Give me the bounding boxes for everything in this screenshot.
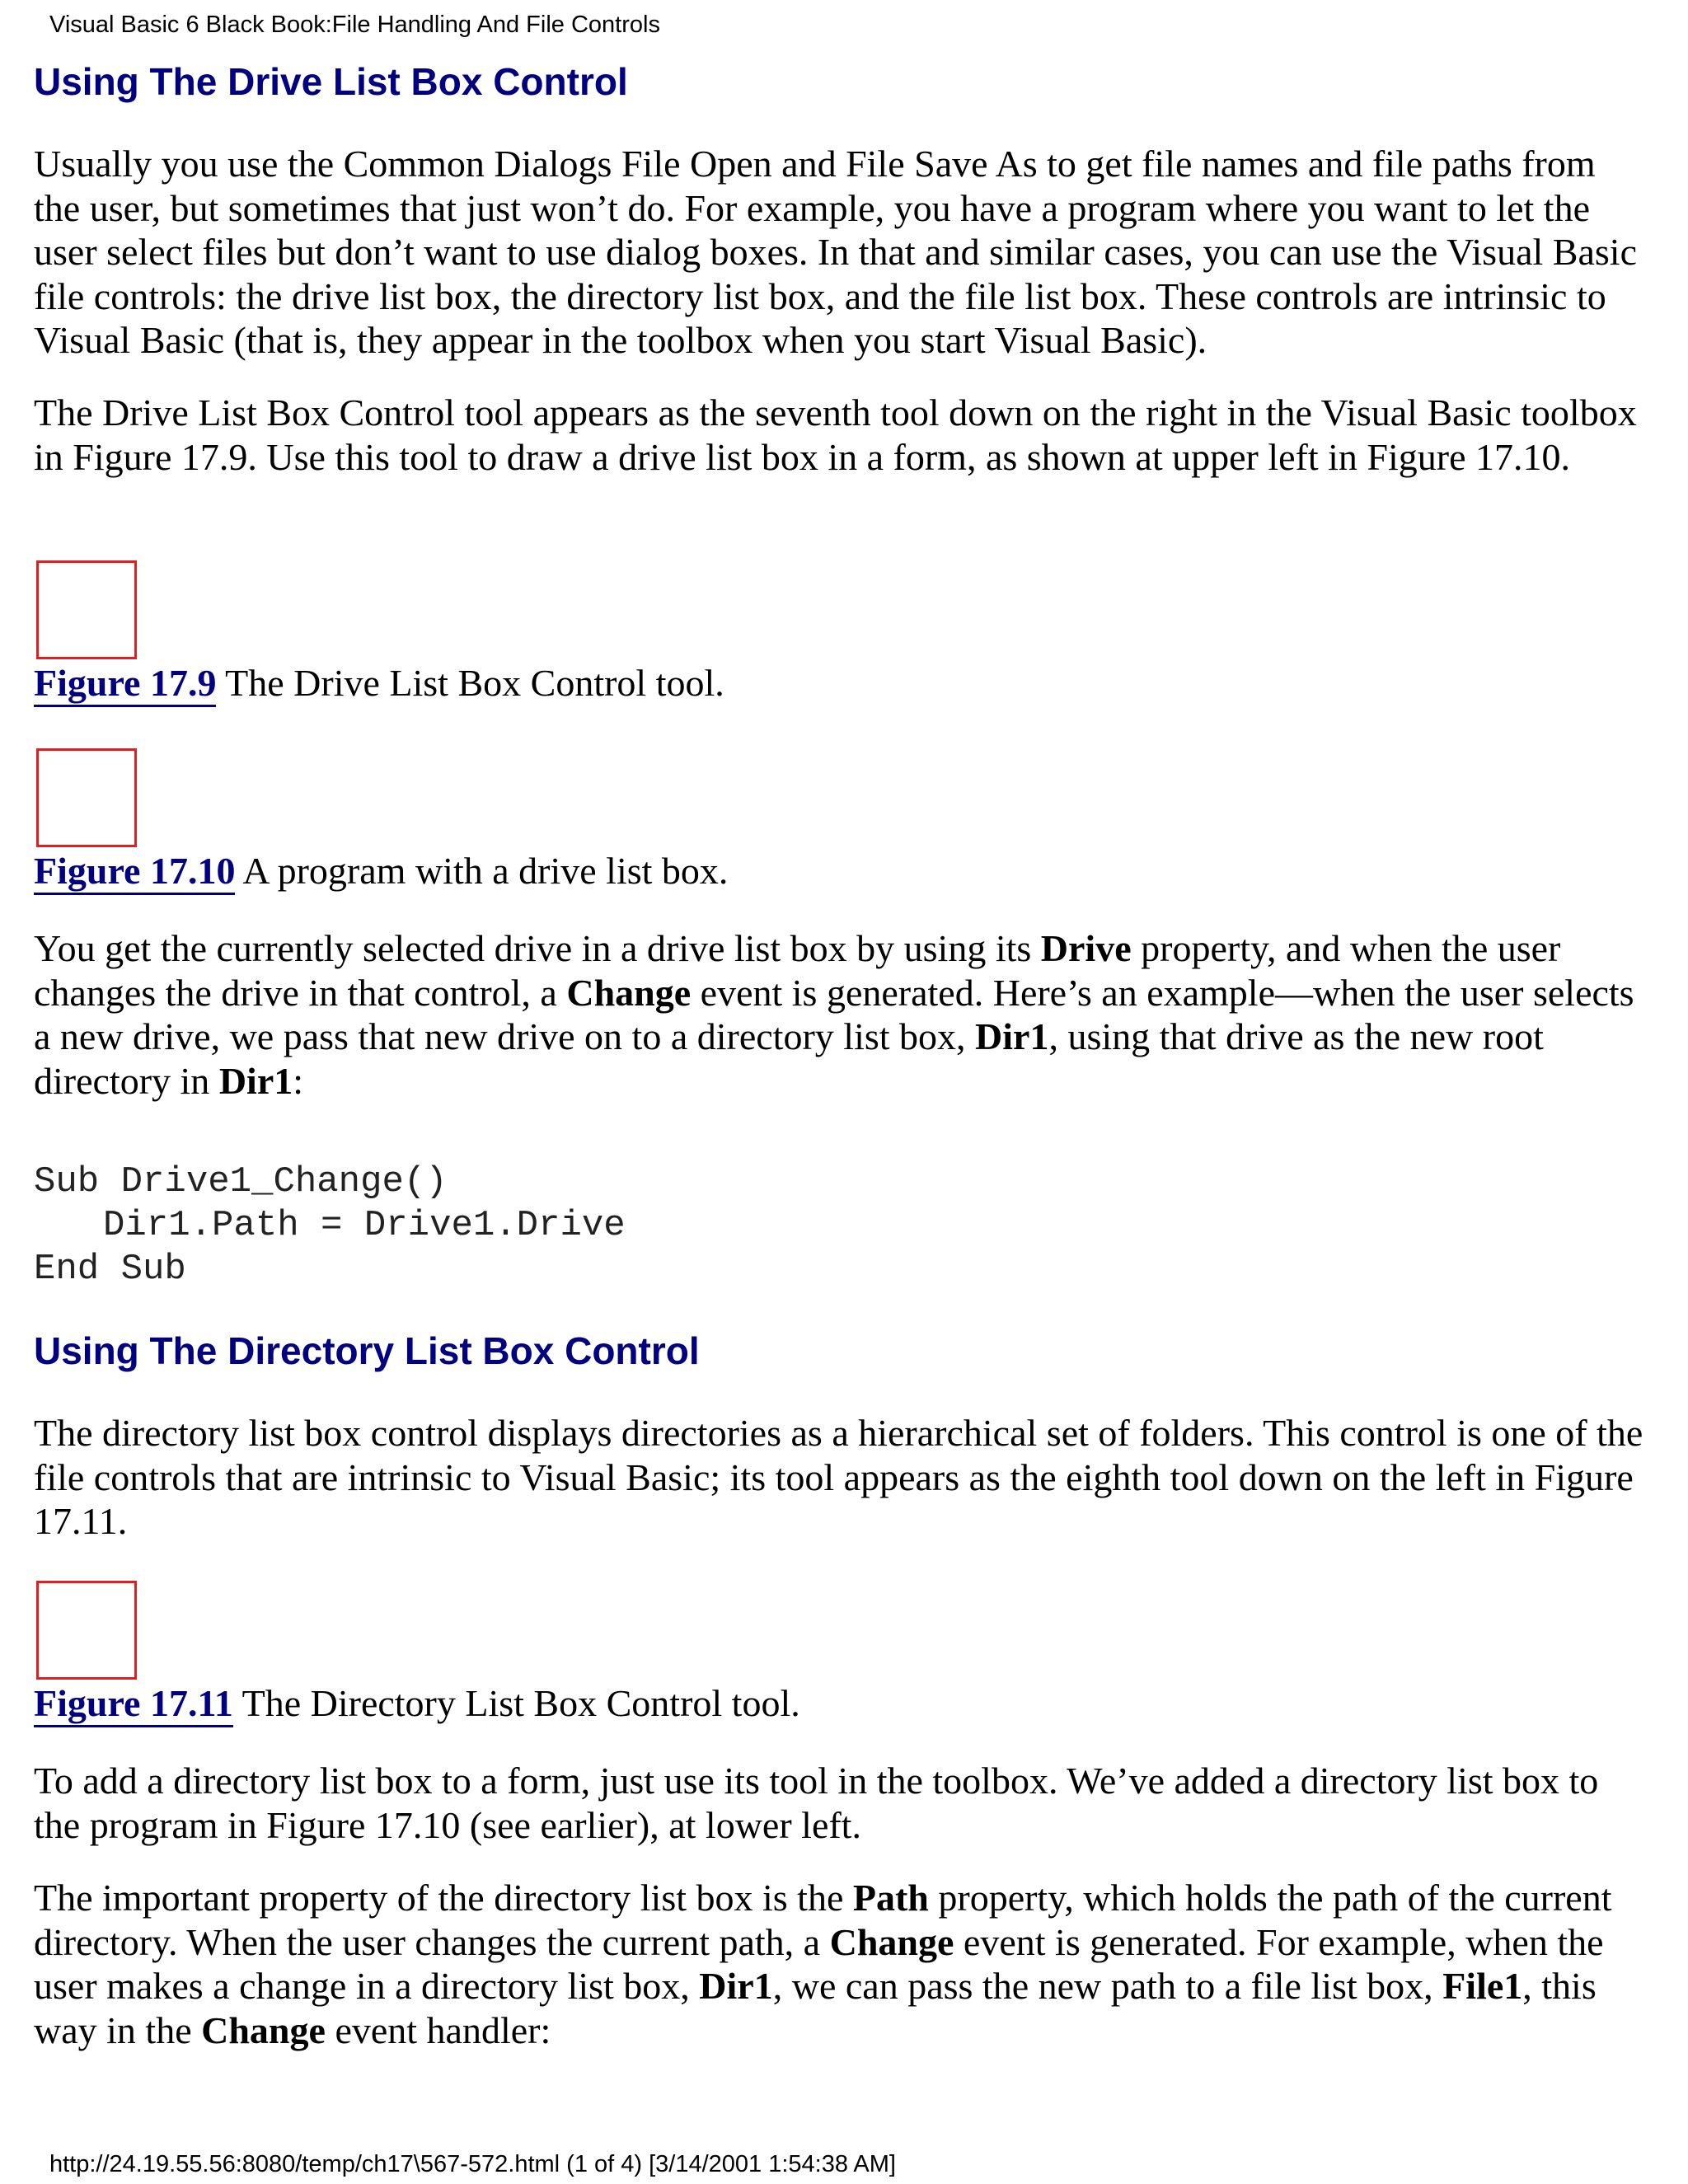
paragraph-drive-intro: Usually you use the Common Dialogs File Open and File Save As to get file names and file paths from the user, but sometimes that just won’t do. For example, you have a program where you want to let the user select files but don’t want to use dialog boxes. In that and similar cases, you can use the Visual Basic file controls: the drive list box, the directory list box, and the file list box. These controls are intrinsic to Visual Basic (that is, they appear in the toolbox when you start Visual Basic). (34, 143, 1637, 361)
code-line: Dir1.Path = Drive1.Drive (103, 1205, 626, 1246)
figure-17-9-caption (34, 661, 724, 705)
heading-drive-list-box: Using The Drive List Box Control (34, 60, 628, 103)
heading-directory-list-box: Using The Directory List Box Control (34, 1329, 700, 1372)
figure-17-11-image-placeholder (36, 1581, 137, 1680)
figure-17-9-image-placeholder (36, 560, 137, 659)
figure-17-10-image-placeholder (36, 748, 137, 847)
figure-17-10-caption-text: A program with a drive list box. (235, 850, 729, 892)
paragraph-directory-add: To add a directory list box to a form, just use its tool in the toolbox. We’ve added a directory list box to the program in Figure 17.10 (see earlier), at lower left. (34, 1760, 1599, 1846)
page-header-title: Visual Basic 6 Black Book:File Handling And File Controls (49, 12, 660, 38)
figure-17-11-caption (34, 1681, 800, 1725)
code-block-drive-change (34, 1160, 626, 1291)
paragraph-directory-path: The important property of the directory list box is the Path property, which holds the path of the current directory. When the user changes the current path, a Change event is generated. For example, when the user makes a change in a directory list box, Dir1, we can pass the new path to a file list box, File1, this way in the Change event handler: (34, 1877, 1612, 2051)
paragraph-directory-intro: The directory list box control displays directories as a hierarchical set of folders. This control is one of the file controls that are intrinsic to Visual Basic; its tool appears as the eighth tool down on the left in Figure 17.11. (34, 1412, 1643, 1542)
figure-17-9-link[interactable]: Figure 17.9 (34, 662, 216, 707)
page-footer-url: http://24.19.55.56:8080/temp/ch17\567-572.html (1 of 4) [3/14/2001 1:54:38 AM] (49, 2151, 896, 2177)
paragraph-drive-tool: The Drive List Box Control tool appears as the seventh tool down on the right in the Visual Basic toolbox in Figure 17.9. Use this tool to draw a drive list box in a form, as shown at upper left in Figure 17.10. (34, 391, 1637, 478)
code-line: Sub Drive1_Change() (34, 1161, 448, 1202)
figure-17-10-caption (34, 849, 728, 893)
figure-17-11-caption-text: The Directory List Box Control tool. (232, 1682, 800, 1724)
code-line: End Sub (34, 1249, 186, 1290)
paragraph-drive-property: You get the currently selected drive in a drive list box by using its Drive property, and when the user changes the drive in that control, a Change event is generated. Here’s an example—when the user selects a new drive, we pass that new drive on to a directory list box, Dir1, using that drive as the new root directory in Dir1: (34, 927, 1634, 1102)
figure-17-10-link[interactable]: Figure 17.10 (34, 850, 235, 895)
figure-17-11-link[interactable]: Figure 17.11 (34, 1682, 233, 1727)
figure-17-9-caption-text: The Drive List Box Control tool. (216, 662, 724, 704)
